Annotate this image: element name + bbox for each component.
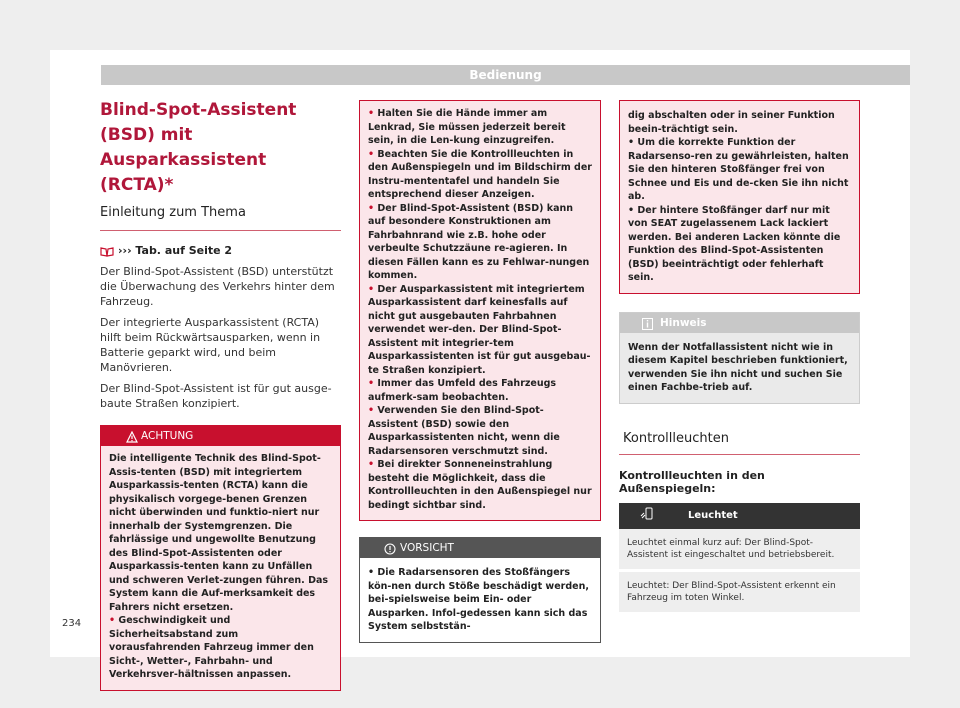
section-heading: Kontrollleuchten [619,430,860,455]
note-box [619,312,860,404]
table-row [619,529,860,571]
table-reference[interactable] [100,243,341,258]
page-title: Blind-Spot-Assistent (BSD) mit Ausparkassistent (RCTA)* [100,100,297,195]
indicator-table [619,503,860,615]
column-3 [619,100,860,615]
table-row [619,570,860,613]
section-subtitle: Einleitung zum Thema [100,204,341,231]
paragraph: Der Blind-Spot-Assistent ist für gut ausge-baute Straßen konzipiert. [100,382,332,410]
warning-box-continued [359,100,601,521]
caution-bullet: • Um die korrekte Funktion der Radarsenso-ren zu gewährleisten, halten Sie den hinteren Stoßfänger frei von Schnee und Eis und de-cken Sie ihn nicht ab. [628,136,851,204]
caution-bullet: • Der hintere Stoßfänger darf nur mit von SEAT zugelassenem Lack lackiert werden. Bei anderen Lacken könnte die Funktion des Blind-Spot-Assistenten (BSD) beeinträchtigt oder fehlerhaft sein. [628,204,851,285]
page-number: 234 [62,618,82,629]
warning-bullet: • Der Blind-Spot-Assistent (BSD) kann auf besondere Konstruktionen am Fahrbahnrand wie z.B. hohe oder verbeulte Schutzzäune re-agieren. In diesen Fällen kann es zu Fehlwar-nungen kommen. [368,202,592,283]
warning-bullet: • Beachten Sie die Kontrollleuchten in den Außenspiegeln und im Bildschirm der Instru-mententafel und handeln Sie entsprechend dieser Anzeigen. [368,148,592,202]
mirror-indicator-icon [620,507,654,524]
table-title: Kontrollleuchten in den Außenspiegeln: [619,468,765,495]
table-header-label: Leuchtet [679,503,860,529]
paragraph: Der integrierte Ausparkassistent (RCTA) hilft beim Rückwärtsausparken, wenn in Batterie geparkt wird, und beim Manövrieren. [100,316,321,374]
table-cell: Leuchtet einmal kurz auf: Der Blind-Spot-Assistent ist eingeschaltet und betriebsbereit. [619,529,860,571]
page-sheet [50,50,910,680]
table-cell: Leuchtet: Der Blind-Spot-Assistent erkennt ein Fahrzeug im toten Winkel. [619,570,860,613]
warning-bullet: • Bei direkter Sonneneinstrahlung besteht die Möglichkeit, dass die Kontrollleuchten in den Außenspiegel nur bedingt sichtbar sind. [368,458,592,512]
warning-bullet: • Immer das Umfeld des Fahrzeugs aufmerk-sam beobachten. [368,377,592,404]
caution-box [359,537,601,643]
section-header: Bedienung [101,65,910,85]
warning-triangle-icon [126,430,138,442]
column-2 [359,100,601,643]
caution-circle-icon [384,542,396,554]
warning-bullet: • Verwenden Sie den Blind-Spot-Assistent (BSD) sowie den Ausparkassistenten nicht, wenn die Radarsensoren verschmutzt sind. [368,404,592,458]
table-reference-text: ››› Tab. auf Seite 2 [118,244,233,257]
note-text: Wenn der Notfallassistent nicht wie in diesem Kapitel beschrieben funktioniert, verwenden Sie ihn nicht und suchen Sie einen Fachbe-trieb auf. [628,341,848,393]
warning-header [101,426,340,446]
note-header [620,313,859,333]
caution-bullet: • Die Radarsensoren des Stoßfängers kön-nen durch Stöße beschädigt werden, bei-spielsweise beim Ein- oder Ausparken. Infol-gedessen kann sich das System selbststän- [368,566,592,634]
warning-text: Die intelligente Technik des Blind-Spot-Assis-tenten (BSD) mit integriertem Ausparkassis-tenten (RCTA) kann die physikalisch vorgege-benen Grenzen nicht überwinden und funktio-niert nur innerhalb der Systemgrenzen. Die fahrlässige und ungewollte Benutzung des Blind-Spot-Assistenten oder Ausparkassis-tenten kann zu Unfällen und schweren Verlet-zungen führen. Das System kann die Auf-merksamkeit des Fahrers nicht ersetzen. [109,453,329,613]
table-header-row [619,503,860,529]
caution-text: dig abschalten oder in seiner Funktion beein-trächtigt sein. [628,110,835,135]
note-label: Hinweis [660,316,707,329]
caution-box-continued [619,100,860,294]
column-1 [100,98,341,691]
warning-box [100,425,341,691]
caution-label: VORSICHT [400,542,454,554]
caution-header [360,538,600,558]
paragraph: Der Blind-Spot-Assistent (BSD) unterstützt die Überwachung des Verkehrs hinter dem Fahrzeug. [100,265,335,308]
table-header-icon-cell [619,503,679,529]
warning-label: ACHTUNG [141,430,194,442]
book-icon [100,246,114,256]
warning-bullet: • Der Ausparkassistent mit integriertem Ausparkassistent darf keinesfalls auf nicht gut ausgebauten Fahrbahnen verwendet wer-den. Der Blind-Spot-Assistent mit integrier-tem Ausparkassistenten ist für gut ausgebau-te Straßen konzipiert. [368,283,592,378]
info-icon [642,317,653,329]
warning-bullet: • Geschwindigkeit und Sicherheitsabstand zum vorausfahrenden Fahrzeug immer den Sicht-, Wetter-, Fahrbahn- und Verkehrsver-hältnissen anpassen. [109,614,332,682]
warning-bullet: • Halten Sie die Hände immer am Lenkrad, Sie müssen jederzeit bereit sein, in die Len-kung einzugreifen. [368,107,592,148]
